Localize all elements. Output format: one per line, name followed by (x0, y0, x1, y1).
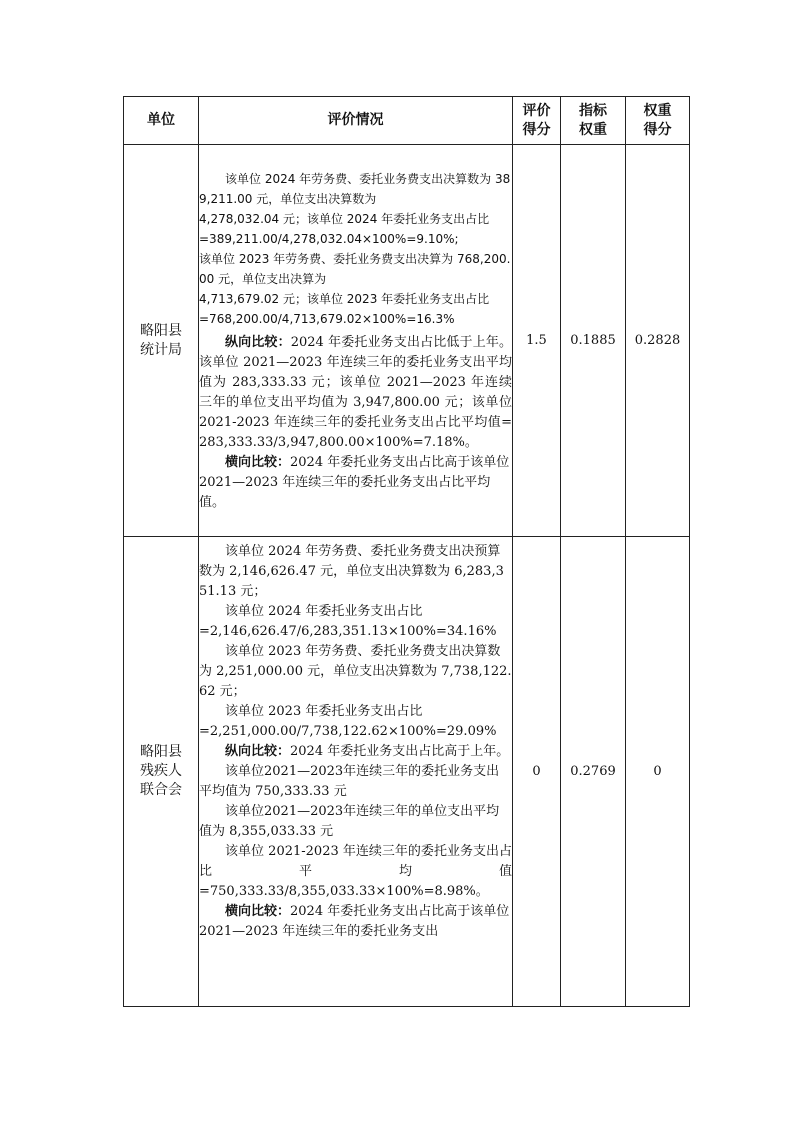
vertical-comparison-label: 纵向比较： (225, 743, 291, 759)
indicator-weight: 0.1885 (561, 145, 626, 537)
header-weighted-score (626, 97, 690, 145)
evaluation-paragraph: 该单位2021—2023年连续三年的单位支出平均值为 8,355,033.33 元 (199, 803, 500, 839)
vertical-comparison (199, 333, 512, 453)
evaluation-paragraph: 4,278,032.04 元；该单位 2024 年委托业务支出占比 (199, 211, 490, 226)
horizontal-comparison (199, 902, 512, 942)
evaluation-paragraph: 该单位2021—2023年连续三年的委托业务支出平均值为 750,333.33 元 (199, 763, 500, 799)
vertical-comparison-text: 2024 年委托业务支出占比高于上年。 (290, 743, 510, 759)
unit-cell (124, 537, 199, 1007)
horizontal-comparison-text: 2024 年委托业务支出占比高于该单位 2021—2023 年连续三年的委托业务支出占比平均值。 (199, 454, 510, 510)
evaluation-table (123, 96, 690, 1007)
table-row (124, 537, 690, 1007)
evaluation-paragraph: =750,333.33/8,355,033.33×100%=8.98%。 (199, 883, 489, 899)
unit-cell (124, 145, 199, 537)
evaluation-paragraph: 该单位 2024 年劳务费、委托业务费支出决预算数为 2,146,626.47 元，单位支出决算数为 6,283,351.13 元； (199, 543, 504, 599)
horizontal-comparison-label: 横向比较： (225, 903, 291, 919)
evaluation-paragraph: =2,251,000.00/7,738,122.62×100%=29.09% (199, 723, 497, 739)
header-indicator-weight-line2: 权重 (579, 121, 607, 138)
vertical-comparison-label: 纵向比较： (225, 334, 291, 350)
header-eval-score (513, 97, 561, 145)
evaluation-cell (199, 537, 513, 1007)
evaluation-paragraph: 该单位 2021-2023 年连续三年的委托业务支出占比平均值 (199, 843, 512, 879)
evaluation-paragraph: =2,146,626.47/6,283,351.13×100%=34.16% (199, 623, 497, 639)
evaluation-paragraph: 该单位 2023 年劳务费、委托业务费支出决算为 768,200.00 元，单位支出决算为 (199, 251, 511, 286)
eval-score: 0 (513, 537, 561, 1007)
weighted-score: 0.2828 (626, 145, 690, 537)
eval-score: 1.5 (513, 145, 561, 537)
vertical-comparison-text: 2024 年委托业务支出占比低于上年。该单位 2021—2023 年连续三年的委托业务支出平均值为 283,333.33 元；该单位 2021—2023 年连续三年的单位支出平均值为 3,947,800.00 元；该单位 2021-2023 年连续三年的委托业务支出占比平均值=283,333.33/3,947,800.00×100%=7.18%。 (199, 334, 512, 450)
evaluation-content (199, 538, 512, 1006)
header-indicator-weight-line1: 指标 (579, 102, 607, 119)
table-header-row (124, 97, 690, 145)
unit-name-line: 残疾人 (140, 763, 182, 779)
header-evaluation: 评价情况 (199, 97, 513, 145)
horizontal-comparison-label: 横向比较： (225, 454, 291, 470)
indicator-weight: 0.2769 (561, 537, 626, 1007)
evaluation-paragraph: 该单位 2024 年委托业务支出占比 (225, 603, 423, 619)
weighted-score: 0 (626, 537, 690, 1007)
evaluation-paragraph: 该单位 2023 年委托业务支出占比 (225, 703, 423, 719)
evaluation-paragraph: 4,713,679.02 元；该单位 2023 年委托业务支出占比 (199, 291, 490, 306)
unit-name-line: 略阳县 (140, 744, 182, 760)
horizontal-comparison-text: 2024 年委托业务支出占比高于该单位 2021—2023 年连续三年的委托业务支出 (199, 903, 510, 939)
evaluation-paragraph: =768,200.00/4,713,679.02×100%=16.3% (199, 311, 455, 326)
unit-name-line: 略阳县 (140, 322, 182, 339)
evaluation-paragraph: 该单位 2024 年劳务费、委托业务费支出决算数为 389,211.00 元，单位支出决算数为 (199, 171, 511, 206)
evaluation-paragraph: =389,211.00/4,278,032.04×100%=9.10%; (199, 231, 459, 246)
evaluation-paragraph: 该单位 2023 年劳务费、委托业务费支出决算数为 2,251,000.00 元，单位支出决算数为 7,738,122.62 元； (199, 643, 512, 699)
vertical-comparison (199, 742, 512, 762)
unit-name-line: 联合会 (140, 782, 182, 798)
header-weighted-score-line1: 权重 (643, 102, 672, 119)
table-row (124, 145, 690, 537)
header-weighted-score-line2: 得分 (643, 121, 672, 138)
header-indicator-weight (561, 97, 626, 145)
header-eval-score-line2: 得分 (522, 121, 551, 138)
evaluation-cell (199, 145, 513, 537)
horizontal-comparison (199, 453, 512, 513)
header-unit: 单位 (124, 97, 199, 145)
unit-name-line: 统计局 (140, 341, 182, 358)
header-eval-score-line1: 评价 (522, 102, 551, 119)
